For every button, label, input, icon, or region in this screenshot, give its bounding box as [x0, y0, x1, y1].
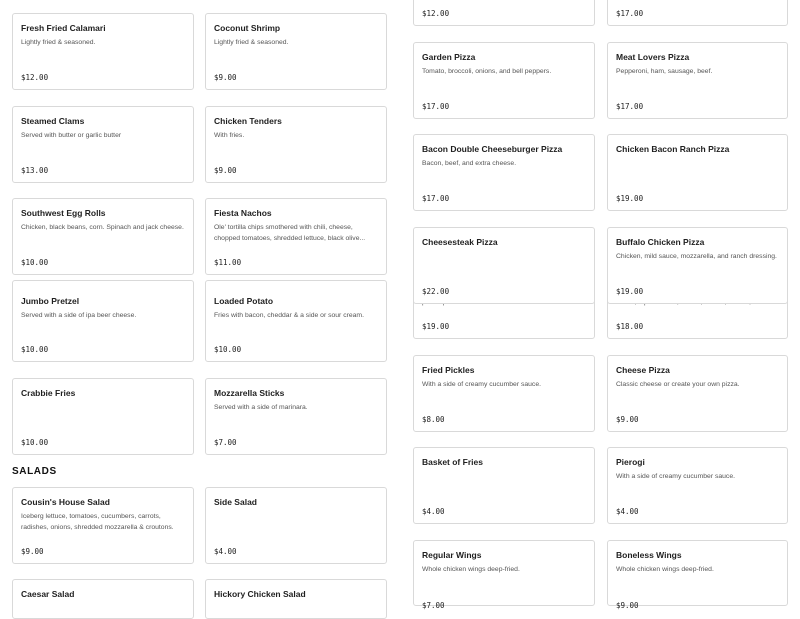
item-price: $13.00	[21, 166, 49, 175]
item-price: $22.00	[422, 287, 450, 296]
item-price: $9.00	[214, 166, 237, 175]
item-name: Coconut Shrimp	[214, 23, 281, 33]
item-description: Ole' tortilla chips smothered with chili, cheese, chopped tomatoes, shredded lettuce, black olive...	[214, 224, 366, 242]
item-description: Served with a side of marinara.	[214, 404, 308, 411]
item-name: Cousin's House Salad	[21, 497, 110, 507]
item-description: Iceberg lettuce, tomatoes, cucumbers, carrots, radishes, onions, shredded mozzarella & croutons.	[21, 513, 174, 531]
item-name: Hickory Chicken Salad	[214, 589, 306, 599]
item-price: $10.00	[21, 345, 49, 354]
item-name: Meat Lovers Pizza	[616, 52, 690, 62]
menu-item-card[interactable]	[12, 579, 194, 619]
item-name: Basket of Fries	[422, 457, 483, 467]
menu-item-card[interactable]	[413, 227, 595, 304]
item-price: $4.00	[616, 507, 639, 516]
item-price: $17.00	[422, 102, 450, 111]
menu-item-card[interactable]	[607, 447, 788, 524]
item-name: Chicken Tenders	[214, 116, 282, 126]
item-name: Cheese Pizza	[616, 365, 670, 375]
menu-item-card[interactable]	[413, 355, 595, 432]
item-price: $12.00	[422, 9, 450, 18]
item-price: $9.00	[21, 547, 44, 556]
item-price: $9.00	[616, 415, 639, 424]
item-price: $17.00	[616, 102, 644, 111]
menu-item-card[interactable]	[607, 134, 788, 211]
menu-item-card[interactable]	[607, 540, 788, 610]
menu-item-card[interactable]	[12, 280, 194, 362]
item-price: $18.00	[616, 322, 644, 331]
item-description: Tomato, broccoli, onions, and bell peppers.	[422, 68, 552, 75]
menu-item-card[interactable]	[205, 378, 387, 455]
item-price: $9.00	[214, 73, 237, 82]
item-name: Steamed Clams	[21, 116, 85, 126]
item-description: Lightly fried & seasoned.	[214, 39, 289, 46]
menu-item-card[interactable]	[205, 198, 387, 275]
item-name: Buffalo Chicken Pizza	[616, 237, 705, 247]
item-description: Served with a side of ipa beer cheese.	[21, 312, 137, 319]
item-price: $17.00	[616, 9, 644, 18]
item-description: With fries.	[214, 132, 245, 139]
menu-item-card[interactable]	[12, 13, 194, 90]
item-name: Boneless Wings	[616, 550, 682, 560]
item-price: $11.00	[214, 258, 242, 267]
item-name: Southwest Egg Rolls	[21, 208, 106, 218]
item-name: Fiesta Nachos	[214, 208, 272, 218]
item-price: $10.00	[21, 438, 49, 447]
item-description: With a side of creamy cucumber sauce.	[616, 473, 735, 480]
item-name: Regular Wings	[422, 550, 482, 560]
menu-item-card[interactable]	[413, 447, 595, 524]
item-price: $10.00	[214, 345, 242, 354]
menu-item-card[interactable]	[205, 487, 387, 564]
item-description: Whole chicken wings deep-fried.	[422, 566, 520, 573]
item-name: Garden Pizza	[422, 52, 476, 62]
menu-item-card[interactable]	[607, 42, 788, 119]
menu-item-card[interactable]	[413, 540, 595, 610]
item-description: Classic cheese or create your own pizza.	[616, 381, 740, 388]
item-description: Fries with bacon, cheddar & a side or sour cream.	[214, 312, 364, 319]
menu-item-card[interactable]	[413, 0, 595, 26]
item-description: Whole chicken wings deep-fried.	[616, 566, 714, 573]
item-description: Chicken, black beans, corn. Spinach and jack cheese.	[21, 224, 184, 231]
menu-item-card[interactable]	[205, 280, 387, 362]
item-name: Bacon Double Cheeseburger Pizza	[422, 144, 563, 154]
menu-item-card[interactable]	[12, 106, 194, 183]
item-price: $19.00	[616, 287, 644, 296]
menu-item-card[interactable]	[607, 227, 788, 304]
item-description: Bacon, beef, and extra cheese.	[422, 160, 517, 167]
item-name: Fresh Fried Calamari	[21, 23, 106, 33]
item-name: Fried Pickles	[422, 365, 475, 375]
item-price: $8.00	[422, 415, 445, 424]
item-name: Side Salad	[214, 497, 257, 507]
menu-item-card[interactable]	[12, 378, 194, 455]
item-price: $19.00	[616, 194, 644, 203]
menu-item-card[interactable]	[607, 355, 788, 432]
item-price: $12.00	[21, 73, 49, 82]
item-description: Lightly fried & seasoned.	[21, 39, 96, 46]
item-price: $19.00	[422, 322, 450, 331]
item-name: Pierogi	[616, 457, 645, 467]
item-price: $4.00	[422, 507, 445, 516]
item-description: Chicken, mild sauce, mozzarella, and ranch dressing.	[616, 253, 777, 260]
menu-item-card[interactable]	[413, 42, 595, 119]
menu-item-card[interactable]	[205, 106, 387, 183]
menu-item-card[interactable]	[12, 487, 194, 564]
item-price: $10.00	[21, 258, 49, 267]
item-price: $4.00	[214, 547, 237, 556]
item-description: With a side of creamy cucumber sauce.	[422, 381, 541, 388]
item-name: Cheesesteak Pizza	[422, 237, 498, 247]
item-price: $7.00	[214, 438, 237, 447]
item-name: Chicken Bacon Ranch Pizza	[616, 144, 730, 154]
item-name: Mozzarella Sticks	[214, 388, 285, 398]
menu-item-card[interactable]	[607, 0, 788, 26]
item-price: $9.00	[616, 601, 639, 610]
menu-item-card[interactable]	[12, 198, 194, 275]
menu-item-card[interactable]	[413, 134, 595, 211]
item-name: Loaded Potato	[214, 296, 274, 306]
menu-item-card[interactable]	[205, 13, 387, 90]
menu-item-card[interactable]	[205, 579, 387, 619]
section-heading-salads: SALADS	[12, 466, 57, 477]
item-name: Caesar Salad	[21, 589, 75, 599]
item-name: Jumbo Pretzel	[21, 296, 80, 306]
item-name: Crabbie Fries	[21, 388, 76, 398]
item-description: Served with butter or garlic butter	[21, 132, 122, 139]
item-price: $17.00	[422, 194, 450, 203]
item-price: $7.00	[422, 601, 445, 610]
item-description: Pepperoni, ham, sausage, beef.	[616, 68, 713, 75]
